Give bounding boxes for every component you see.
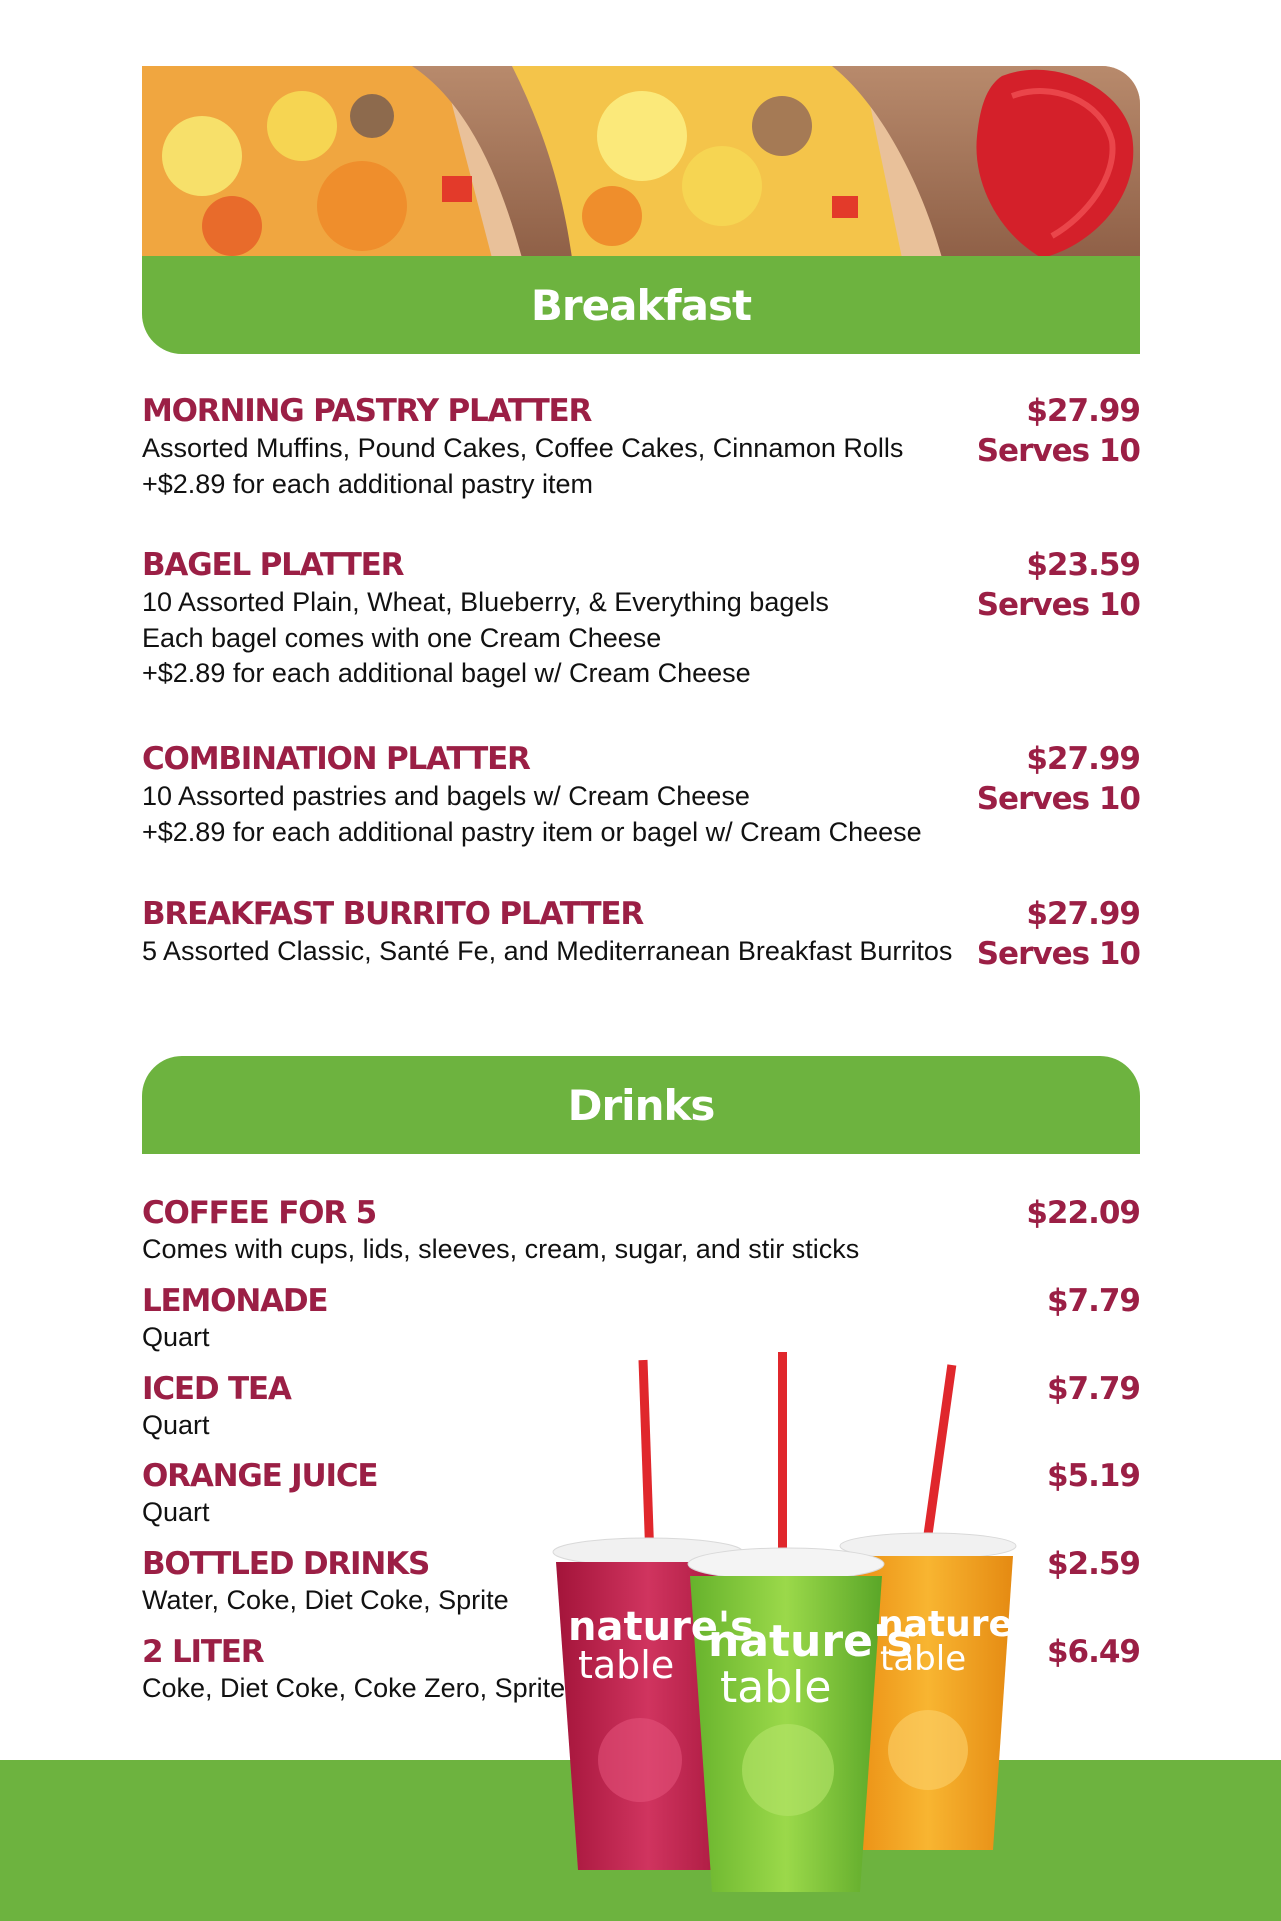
item-serves: Serves 10 — [976, 587, 1140, 623]
item-price: $27.99 — [1026, 896, 1140, 932]
item-serves: Serves 10 — [976, 433, 1140, 469]
item-price: $7.79 — [1046, 1283, 1140, 1319]
item-description: 10 Assorted pastries and bagels w/ Cream Cheese — [142, 781, 750, 811]
item-description: Quart — [142, 1322, 210, 1352]
item-price: $23.59 — [1026, 547, 1140, 583]
item-description: Coke, Diet Coke, Coke Zero, Sprite — [142, 1673, 566, 1703]
item-name: ICED TEA — [142, 1371, 291, 1407]
item-price: $7.79 — [1046, 1371, 1140, 1407]
item-price: $5.19 — [1046, 1458, 1140, 1494]
item-serves: Serves 10 — [976, 781, 1140, 817]
item-description: +$2.89 for each additional pastry item — [142, 469, 594, 499]
cup-brand-text: table — [578, 1643, 675, 1687]
item-description: Water, Coke, Diet Coke, Sprite — [142, 1585, 509, 1615]
item-description: Quart — [142, 1410, 210, 1440]
cup-brand-text: table — [880, 1639, 967, 1679]
item-name: BAGEL PLATTER — [142, 547, 404, 583]
cup-brand-text: nature's — [878, 1604, 1046, 1645]
item-price: $6.49 — [1046, 1634, 1140, 1670]
item-description: Assorted Muffins, Pound Cakes, Coffee Cakes, Cinnamon Rolls — [142, 433, 904, 463]
item-description: +$2.89 for each additional pastry item or bagel w/ Cream Cheese — [142, 817, 922, 847]
cup-brand-text: nature's — [568, 1604, 754, 1650]
item-name: COFFEE FOR 5 — [142, 1195, 376, 1231]
item-description: Comes with cups, lids, sleeves, cream, sugar, and stir sticks — [142, 1234, 860, 1264]
item-price: $22.09 — [1026, 1195, 1140, 1231]
item-name: ORANGE JUICE — [142, 1458, 378, 1494]
item-description: Each bagel comes with one Cream Cheese — [142, 623, 662, 653]
item-name: MORNING PASTRY PLATTER — [142, 393, 592, 429]
item-description: 10 Assorted Plain, Wheat, Blueberry, & Everything bagels — [142, 587, 829, 617]
item-price: $27.99 — [1026, 393, 1140, 429]
drinks-title: Drinks — [567, 1080, 715, 1130]
item-name: COMBINATION PLATTER — [142, 741, 530, 777]
item-description: 5 Assorted Classic, Santé Fe, and Mediterranean Breakfast Burritos — [142, 936, 953, 966]
item-price: $2.59 — [1046, 1546, 1140, 1582]
item-name: BREAKFAST BURRITO PLATTER — [142, 896, 644, 932]
item-description: Quart — [142, 1497, 210, 1527]
drink-cups-illustration — [548, 1340, 1048, 1900]
cup-brand-text: nature's — [708, 1616, 913, 1667]
breakfast-title: Breakfast — [530, 280, 752, 330]
breakfast-section-header — [142, 256, 1140, 354]
item-name: BOTTLED DRINKS — [142, 1546, 430, 1582]
item-serves: Serves 10 — [976, 936, 1140, 972]
item-name: 2 LITER — [142, 1634, 264, 1670]
item-name: LEMONADE — [142, 1283, 328, 1319]
drinks-section-header — [142, 1056, 1140, 1154]
item-description: +$2.89 for each additional bagel w/ Cream Cheese — [142, 658, 751, 688]
item-price: $27.99 — [1026, 741, 1140, 777]
breakfast-burrito-photo — [142, 66, 1140, 258]
cup-brand-text: table — [720, 1662, 832, 1713]
